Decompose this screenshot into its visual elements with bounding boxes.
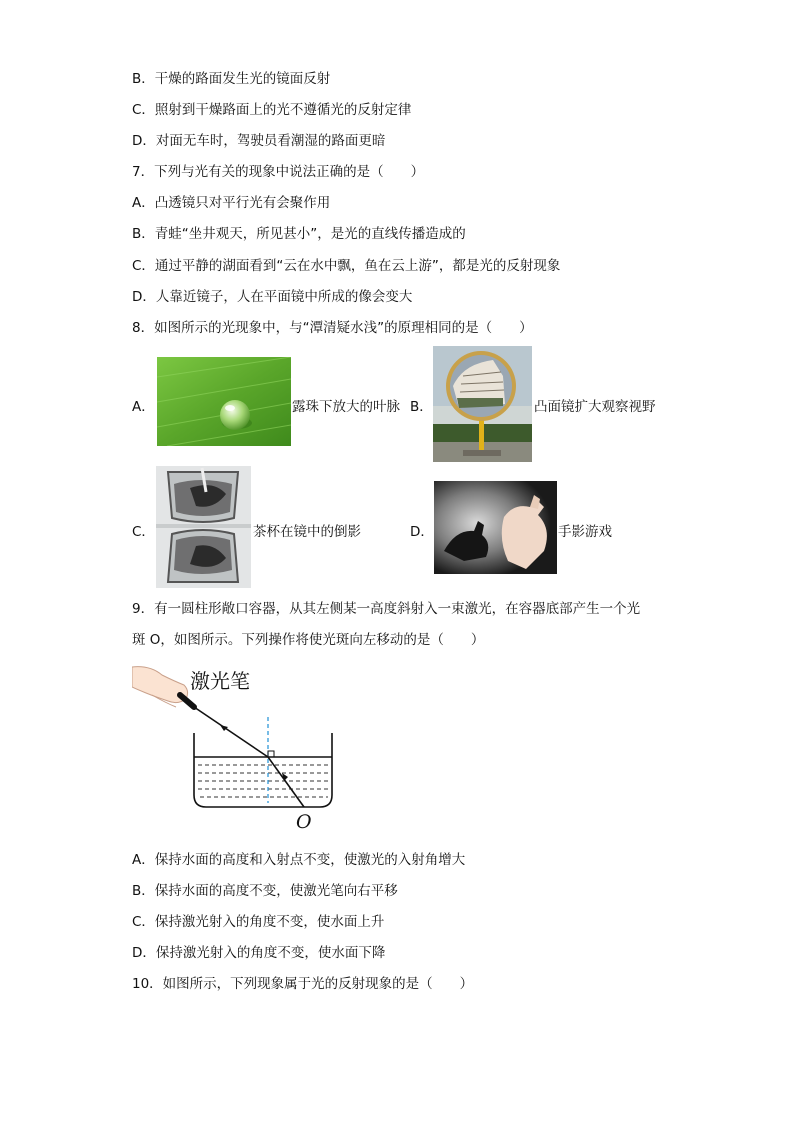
question-9-line-1: 9．有一圆柱形敞口容器，从其左侧某一高度斜射入一束激光，在容器底部产生一个光 [132, 601, 641, 617]
line-q9d: D．保持激光射入的角度不变，使水面下降 [132, 945, 386, 961]
line-q9b: B．保持水面的高度不变，使激光笔向右平移 [132, 883, 398, 899]
q8-option-b-letter: B． [410, 399, 433, 415]
laser-pen-label: 激光笔 [190, 669, 250, 693]
q8-option-d-letter: D． [410, 524, 434, 540]
line-q7d: D．人靠近镜子，人在平面镜中所成的像会变大 [132, 289, 413, 305]
laser-container-diagram [132, 655, 342, 835]
question-7: 7．下列与光有关的现象中说法正确的是（ ） [132, 164, 425, 180]
question-9-line-2: 斑 O，如图所示。下列操作将使光斑向左移动的是（ ） [132, 632, 485, 648]
leaf-dewdrop-photo [157, 357, 291, 446]
q8-option-a-letter: A． [132, 399, 155, 415]
line-q9a: A．保持水面的高度和入射点不变，使激光的入射角增大 [132, 852, 466, 868]
q8-option-c-letter: C． [132, 524, 155, 540]
line-q9c: C．保持激光射入的角度不变，使水面上升 [132, 914, 385, 930]
hand-shadow-photo [434, 481, 557, 574]
q8-option-b-caption: 凸面镜扩大观察视野 [534, 399, 656, 415]
q8-option-c-caption: 茶杯在镜中的倒影 [253, 524, 361, 540]
question-10: 10．如图所示，下列现象属于光的反射现象的是（ ） [132, 976, 474, 992]
teacup-reflection-photo [156, 466, 251, 588]
light-spot-label: O [296, 811, 312, 833]
convex-mirror-photo [433, 346, 532, 462]
line-q7b: B．青蛙“坐井观天，所见甚小”，是光的直线传播造成的 [132, 226, 466, 242]
line-q7c: C．通过平静的湖面看到“云在水中飘，鱼在云上游”，都是光的反射现象 [132, 258, 561, 274]
q8-option-d-caption: 手影游戏 [558, 524, 612, 540]
line-q6b: B．干燥的路面发生光的镜面反射 [132, 71, 331, 87]
q8-option-a-caption: 露珠下放大的叶脉 [292, 399, 400, 415]
line-q7a: A．凸透镜只对平行光有会聚作用 [132, 195, 331, 211]
question-8: 8．如图所示的光现象中，与“潭清疑水浅”的原理相同的是（ ） [132, 320, 533, 336]
line-q6d: D．对面无车时，驾驶员看潮湿的路面更暗 [132, 133, 386, 149]
line-q6c: C．照射到干燥路面上的光不遵循光的反射定律 [132, 102, 412, 118]
